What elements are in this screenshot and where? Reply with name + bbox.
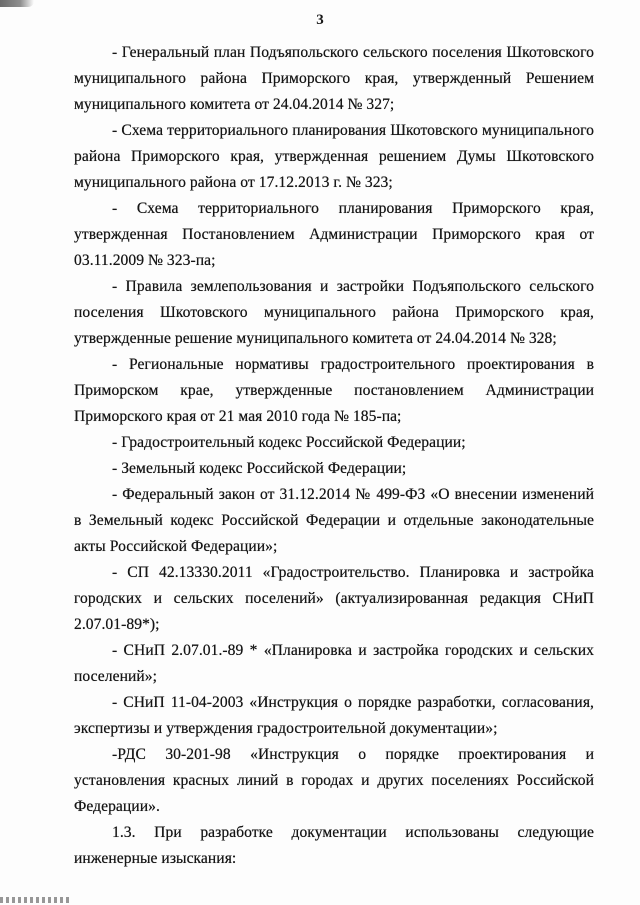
paragraph-regional-norms: - Региональные нормативы градостроительного проектирования в Приморском крае, утвержденные постановлением Администрации Приморского края от 21 мая 2010 года № 185-па; — [74, 356, 594, 425]
paragraph-snip-11-04: - СНиП 11-04-2003 «Инструкция о порядке разработки, согласования, экспертизы и утверждения градостроительной документации»; — [74, 694, 594, 737]
paragraph-land-use-rules: - Правила землепользования и застройки Подъяпольского сельского поселения Шкотовского муниципального района Приморского края, утвержденные решение муниципального комитета от 24.04.2014 № 328; — [74, 278, 594, 347]
paragraph-rds-30: -РДС 30-201-98 «Инструкция о порядке проектирования и установления красных линий в городах и других поселениях Российской Федерации». — [74, 746, 594, 815]
paragraph-federal-law: - Федеральный закон от 31.12.2014 № 499-ФЗ «О внесении изменений в Земельный кодекс Российской Федерации и отдельные законодательные акты Российской Федерации»; — [74, 486, 594, 555]
paragraph-scheme-district: - Схема территориального планирования Шкотовского муниципального района Приморского края, утвержденная решением Думы Шкотовского муниципального района от 17.12.2013 г. № 323; — [74, 122, 594, 191]
paragraph-scheme-region: - Схема территориального планирования Приморского края, утвержденная Постановлением Администрации Приморского края от 03.11.2009 № 323-па; — [74, 200, 594, 269]
scan-artifact-top-left — [0, 0, 34, 7]
page-number: 3 — [316, 12, 324, 28]
paragraph-urban-code: - Градостроительный кодекс Российской Федерации; — [112, 434, 466, 451]
paragraph-section-1-3: 1.3. При разработке документации использованы следующие инженерные изыскания: — [74, 824, 594, 867]
paragraph-snip-2-07: - СНиП 2.07.01.-89 * «Планировка и застройка городских и сельских поселений»; — [74, 642, 594, 685]
paragraph-general-plan: - Генеральный план Подъяпольского сельского поселения Шкотовского муниципального района Приморского края, утвержденный Решением муниципального комитета от 24.04.2014 № 327; — [74, 44, 594, 113]
document-body — [74, 40, 594, 872]
paragraph-sp-42: - СП 42.13330.2011 «Градостроительство. Планировка и застройка городских и сельских поселений» (актуализированная редакция СНиП 2.07.01-89*); — [74, 564, 594, 633]
paragraph-land-code: - Земельный кодекс Российской Федерации; — [112, 460, 407, 477]
scan-artifact-bottom-left — [0, 897, 70, 903]
